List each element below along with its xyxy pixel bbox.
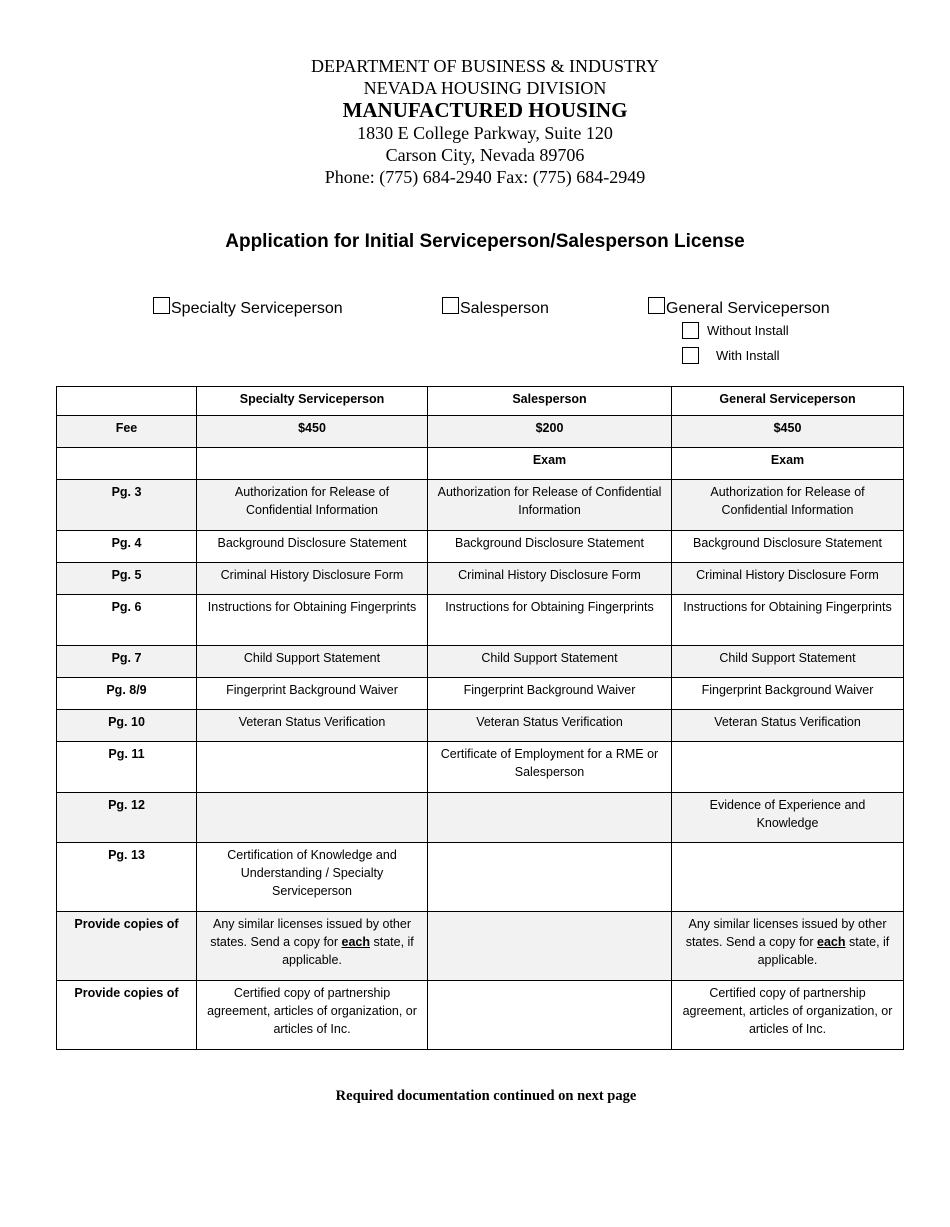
table-cell: Child Support Statement <box>428 646 672 678</box>
emphasis-each: each <box>817 935 846 949</box>
cell-text: Any similar licenses issued by other states. Send a copy for <box>210 917 411 949</box>
row-label: Pg. 8/9 <box>57 678 197 710</box>
table-cell: Criminal History Disclosure Form <box>428 563 672 595</box>
table-cell: Background Disclosure Statement <box>197 531 428 563</box>
table-cell: Child Support Statement <box>197 646 428 678</box>
option-general-serviceperson[interactable] <box>648 300 830 318</box>
table-cell: Criminal History Disclosure Form <box>197 563 428 595</box>
table-cell: Authorization for Release of Confidential Information <box>672 480 904 531</box>
table-cell: Veteran Status Verification <box>197 710 428 742</box>
table-cell: Instructions for Obtaining Fingerprints <box>197 595 428 646</box>
table-row <box>57 448 904 480</box>
table-cell <box>197 448 428 480</box>
application-title: Application for Initial Serviceperson/Salesperson License <box>225 231 745 252</box>
table-cell: Veteran Status Verification <box>428 710 672 742</box>
table-cell: Exam <box>672 448 904 480</box>
table-cell <box>197 912 428 981</box>
with-install-checkbox[interactable] <box>682 347 699 364</box>
row-label: Provide copies of <box>57 981 197 1050</box>
division-name: NEVADA HOUSING DIVISION <box>363 78 607 98</box>
table-row <box>57 742 904 793</box>
department-name: DEPARTMENT OF BUSINESS & INDUSTRY <box>311 56 659 76</box>
table-cell: Background Disclosure Statement <box>428 531 672 563</box>
row-label: Pg. 4 <box>57 531 197 563</box>
table-cell <box>197 793 428 843</box>
row-label: Pg. 6 <box>57 595 197 646</box>
table-row <box>57 678 904 710</box>
row-label: Pg. 12 <box>57 793 197 843</box>
table-cell <box>428 843 672 912</box>
table-row <box>57 710 904 742</box>
table-cell: Criminal History Disclosure Form <box>672 563 904 595</box>
table-cell: Instructions for Obtaining Fingerprints <box>428 595 672 646</box>
row-label: Pg. 11 <box>57 742 197 793</box>
table-row <box>57 531 904 563</box>
option-salesperson[interactable] <box>442 300 549 318</box>
table-row <box>57 793 904 843</box>
table-cell: Background Disclosure Statement <box>672 531 904 563</box>
table-cell <box>672 742 904 793</box>
header-cell: Specialty Serviceperson <box>197 387 428 416</box>
row-label <box>57 448 197 480</box>
table-cell: $450 <box>197 416 428 448</box>
table-cell <box>428 981 672 1050</box>
table-row <box>57 595 904 646</box>
phone-fax: Phone: (775) 684-2940 Fax: (775) 684-2949 <box>324 167 646 187</box>
row-label: Pg. 10 <box>57 710 197 742</box>
table-cell: Fingerprint Background Waiver <box>197 678 428 710</box>
table-cell: Certification of Knowledge and Understanding / Specialty Serviceperson <box>197 843 428 912</box>
table-row <box>57 843 904 912</box>
table-cell: Evidence of Experience and Knowledge <box>672 793 904 843</box>
row-label: Pg. 7 <box>57 646 197 678</box>
table-cell <box>197 742 428 793</box>
specialty-serviceperson-label: Specialty Serviceperson <box>171 300 343 317</box>
table-cell: Authorization for Release of Confidential Information <box>428 480 672 531</box>
table-cell: Certificate of Employment for a RME or Salesperson <box>428 742 672 793</box>
row-label: Pg. 3 <box>57 480 197 531</box>
without-install-checkbox[interactable] <box>682 322 699 339</box>
general-serviceperson-checkbox[interactable] <box>648 297 665 314</box>
table-cell <box>428 793 672 843</box>
option-with-install[interactable] <box>682 347 780 364</box>
table-cell <box>428 912 672 981</box>
table-cell: $200 <box>428 416 672 448</box>
row-label: Pg. 13 <box>57 843 197 912</box>
street-address: 1830 E College Parkway, Suite 120 <box>357 123 613 143</box>
letterhead <box>0 55 950 188</box>
section-name: MANUFACTURED HOUSING <box>342 98 628 122</box>
cell-text: Any similar licenses issued by other states. Send a copy for <box>685 917 887 949</box>
table-cell: $450 <box>672 416 904 448</box>
table-cell: Instructions for Obtaining Fingerprints <box>672 595 904 646</box>
requirements-table <box>56 386 904 1050</box>
header-cell: Salesperson <box>428 387 672 416</box>
option-specialty-serviceperson[interactable] <box>153 300 343 318</box>
table-header-row <box>57 387 904 416</box>
row-label: Pg. 5 <box>57 563 197 595</box>
table-cell: Authorization for Release of Confidential Information <box>197 480 428 531</box>
row-label: Provide copies of <box>57 912 197 981</box>
without-install-label: Without Install <box>707 323 789 338</box>
header-cell <box>57 387 197 416</box>
table-row <box>57 646 904 678</box>
table-row <box>57 912 904 981</box>
with-install-label: With Install <box>716 348 780 363</box>
salesperson-label: Salesperson <box>460 300 549 317</box>
cell-text: state, if applicable. <box>757 935 890 967</box>
table-cell: Veteran Status Verification <box>672 710 904 742</box>
table-cell: Child Support Statement <box>672 646 904 678</box>
emphasis-each: each <box>341 935 371 949</box>
table-cell: Certified copy of partnership agreement, articles of organization, or articles of Inc. <box>672 981 904 1050</box>
continued-note: Required documentation continued on next page <box>335 1088 637 1104</box>
table-row <box>57 480 904 531</box>
table-cell <box>672 912 904 981</box>
specialty-serviceperson-checkbox[interactable] <box>153 297 170 314</box>
header-cell: General Serviceperson <box>672 387 904 416</box>
table-row <box>57 563 904 595</box>
table-cell: Certified copy of partnership agreement, articles of organization, or articles of Inc. <box>197 981 428 1050</box>
row-label: Fee <box>57 416 197 448</box>
option-without-install[interactable] <box>682 322 789 339</box>
table-cell: Fingerprint Background Waiver <box>672 678 904 710</box>
table-row <box>57 981 904 1050</box>
table-cell <box>672 843 904 912</box>
salesperson-checkbox[interactable] <box>442 297 459 314</box>
table-cell: Fingerprint Background Waiver <box>428 678 672 710</box>
cell-text: state, if applicable. <box>282 935 414 967</box>
table-row <box>57 416 904 448</box>
city-state-zip: Carson City, Nevada 89706 <box>385 145 585 165</box>
general-serviceperson-label: General Serviceperson <box>666 300 830 317</box>
table-cell: Exam <box>428 448 672 480</box>
